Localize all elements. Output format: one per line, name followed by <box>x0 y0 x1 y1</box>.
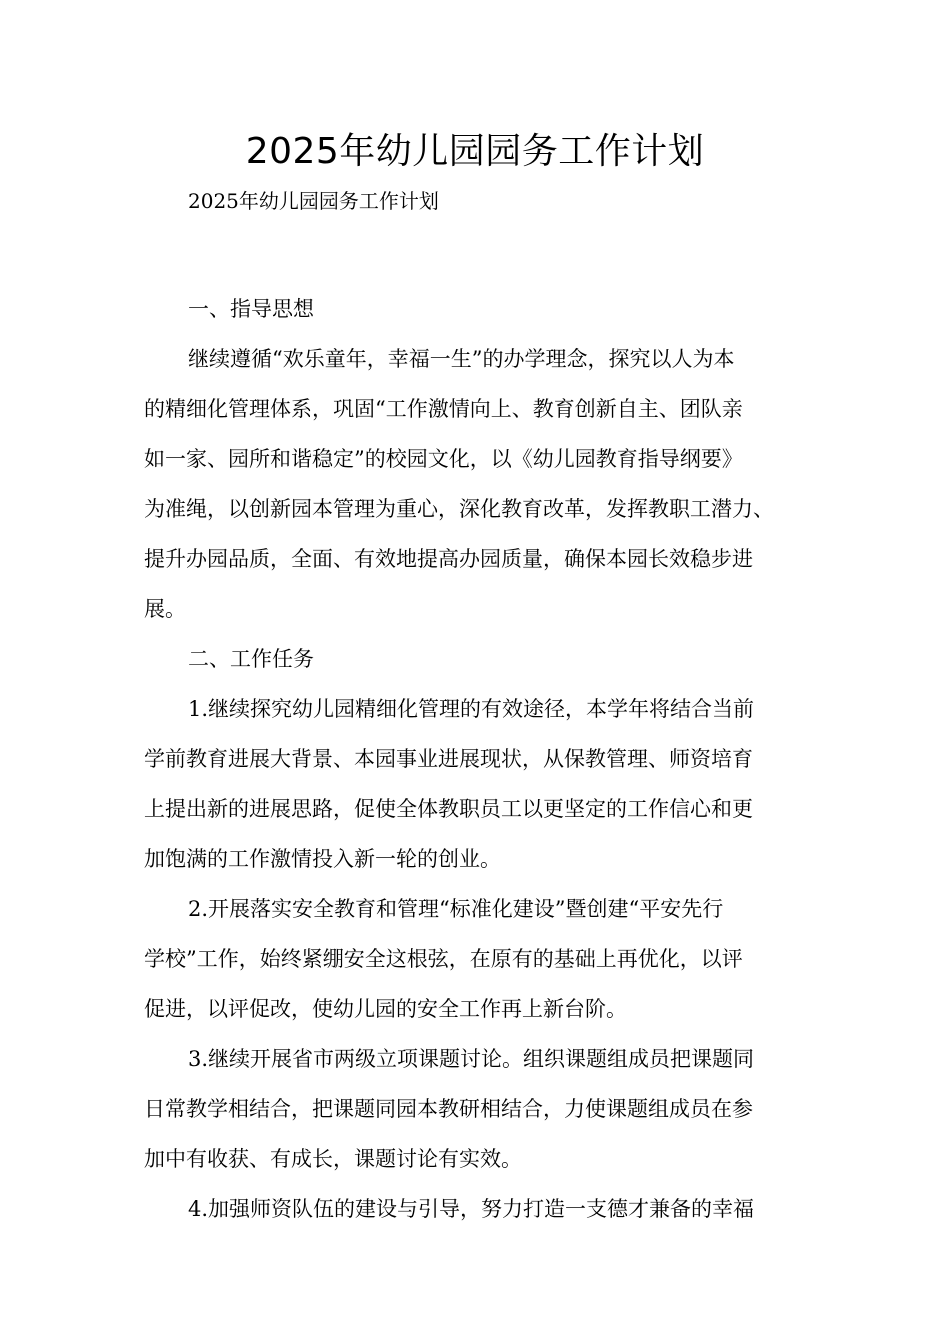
paragraph-line: 促进，以评促改，使幼儿园的安全工作再上新台阶。 <box>144 997 627 1021</box>
document-subtitle: 2025年幼儿园园务工作计划 <box>188 189 439 213</box>
paragraph-line: 3.继续开展省市两级立项课题讨论。组织课题组成员把课题同 <box>188 1047 755 1071</box>
paragraph-task-3 <box>144 1034 816 1184</box>
document-title: 2025年幼儿园园务工作计划 <box>245 131 705 172</box>
paragraph-line: 上提出新的进展思路，促使全体教职员工以更坚定的工作信心和更 <box>144 797 753 821</box>
paragraph-line: 1.继续探究幼儿园精细化管理的有效途径，本学年将结合当前 <box>188 697 755 721</box>
paragraph-line: 日常教学相结合，把课题同园本教研相结合，力使课题组成员在参 <box>144 1097 753 1121</box>
paragraph-task-1 <box>144 684 816 884</box>
paragraph-line: 展。 <box>144 597 186 621</box>
paragraph-line: 学校”工作，始终紧绷安全这根弦，在原有的基础上再优化，以评 <box>144 947 743 971</box>
paragraph-line: 继续遵循“欢乐童年，幸福一生”的办学理念，探究以人为本 <box>188 347 735 371</box>
paragraph-task-2 <box>144 884 816 1034</box>
paragraph-line: 4.加强师资队伍的建设与引导，努力打造一支德才兼备的幸福 <box>188 1197 755 1221</box>
paragraph-line: 为准绳，以创新园本管理为重心，深化教育改革，发挥教职工潜力、 <box>144 497 774 521</box>
paragraph-line: 2.开展落实安全教育和管理“标准化建设”暨创建“平安先行 <box>188 897 724 921</box>
section-heading-work-tasks: 二、工作任务 <box>188 647 314 671</box>
section-heading-guiding-ideology: 一、指导思想 <box>188 297 314 321</box>
paragraph-task-4 <box>144 1184 816 1234</box>
paragraph-line: 学前教育进展大背景、本园事业进展现状，从保教管理、师资培育 <box>144 747 753 771</box>
paragraph-line: 提升办园品质，全面、有效地提高办园质量，确保本园长效稳步进 <box>144 547 753 571</box>
paragraph-line: 加饱满的工作激情投入新一轮的创业。 <box>144 847 501 871</box>
paragraph-line: 如一家、园所和谐稳定”的校园文化，以《幼儿园教育指导纲要》 <box>144 447 743 471</box>
paragraph-line: 加中有收获、有成长，课题讨论有实效。 <box>144 1147 522 1171</box>
document-body <box>144 284 816 1234</box>
paragraph-guiding-ideology <box>144 334 816 634</box>
paragraph-line: 的精细化管理体系，巩固“工作激情向上、教育创新自主、团队亲 <box>144 397 743 421</box>
